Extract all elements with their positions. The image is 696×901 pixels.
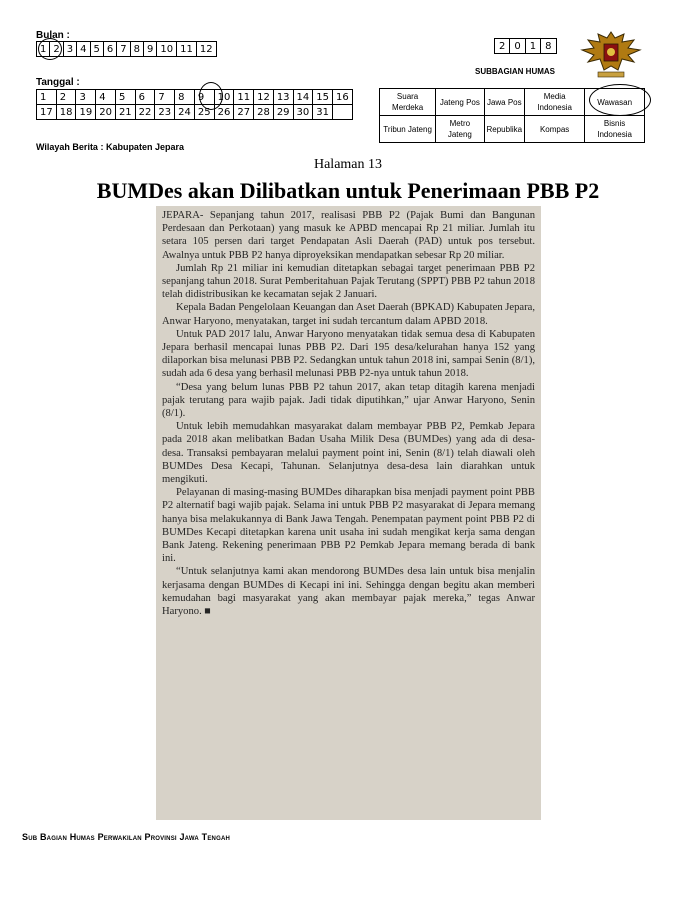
media-selected-circle	[589, 84, 651, 116]
tanggal-cell: 10	[214, 90, 234, 105]
tanggal-cell: 27	[234, 105, 254, 120]
tanggal-cell: 28	[254, 105, 274, 120]
bulan-cell: 5	[90, 42, 103, 57]
article-title: BUMDes akan Dilibatkan untuk Penerimaan PBB P2	[96, 178, 600, 203]
tanggal-label: Tanggal :	[36, 77, 80, 88]
year-digit: 1	[525, 39, 540, 54]
year-digit: 2	[495, 39, 510, 54]
tanggal-cell: 18	[56, 105, 76, 120]
bulan-cell: 8	[130, 42, 143, 57]
unit-label: SUBBAGIAN HUMAS	[475, 67, 555, 76]
tanggal-cell: 21	[115, 105, 135, 120]
tanggal-cell: 15	[313, 90, 333, 105]
bulan-cell: 2	[50, 42, 63, 57]
media-cell: Media Indonesia	[525, 89, 585, 116]
article-paragraph: Jumlah Rp 21 miliar ini kemudian ditetapkan sebagai target penerimaan PBB P2 sepanjang tahun 2018. Surat Pemberitahuan Pajak Terutang (SPPT) PBB P2 tahun 2018 telah didistribusikan ke kecamatan sejak 2 Januari.	[162, 262, 535, 301]
tanggal-cell: 6	[135, 90, 155, 105]
tanggal-cell: 2	[56, 90, 76, 105]
tanggal-cell: 5	[115, 90, 135, 105]
article-paragraph: Untuk lebih memudahkan masyarakat dalam membayar PBB P2, Pemkab Jepara pada 2018 akan melibatkan Badan Usaha Milik Desa (BUMDes) yang ada di desa-desa. Transaksi pembayaran melalui payment point ini, Senin (8/1) telah diawali oleh BUMDes Desa Kecapi, Tahunan. Selanjutnya desa-desa lain diarahkan untuk mengikuti.	[162, 421, 535, 486]
year-digit: 8	[541, 39, 556, 54]
tanggal-cell: 1	[37, 90, 57, 105]
tanggal-cell: 17	[37, 105, 57, 120]
garuda-emblem-icon	[578, 28, 644, 80]
tanggal-cell: 14	[293, 90, 313, 105]
tanggal-cell: 30	[293, 105, 313, 120]
page-number: Halaman 13	[313, 157, 383, 172]
article-paragraph: “Desa yang belum lunas PBB P2 tahun 2017, akan tetap ditagih karena menjadi pajak terutang para wajib pajak. Jadi tidak diputihkan,” ujar Anwar Haryono, Senin (8/1).	[162, 381, 535, 420]
bulan-cell: 12	[196, 42, 216, 57]
tanggal-selected-circle	[199, 82, 223, 110]
wilayah-berita: Wilayah Berita : Kabupaten Jepara	[36, 142, 184, 152]
year-digit: 0	[510, 39, 525, 54]
article-paragraph: Pelayanan di masing-masing BUMDes diharapkan bisa menjadi payment point PBB P2 alternatif bagi wajib pajak. Selama ini untuk PBB P2 masyarakat di Jepara memang hanya bisa melakukannya di Bank Jawa Tengah. Penempatan payment point PBB P2 di BUMDes Kecapi ditetapkan karena unit usaha ini sudah mengikat kerja sama dengan Bank Jateng. Rekening penerimaan PBB P2 Pemkab Jepara memang berada di bank ini.	[162, 487, 535, 565]
bulan-cell: 4	[77, 42, 90, 57]
tanggal-cell: 12	[254, 90, 274, 105]
bulan-selected-circle	[38, 38, 62, 60]
media-cell: Bisnis Indonesia	[585, 116, 645, 143]
article-paragraph: Kepala Badan Pengelolaan Keuangan dan Aset Daerah (BPKAD) Kabupaten Jepara, Anwar Haryono, menyatakan, target ini sudah tercantum dalam APBD 2018.	[162, 302, 535, 327]
article-clipping	[156, 206, 541, 820]
media-cell: Jawa Pos	[484, 89, 525, 116]
bulan-cell: 9	[144, 42, 157, 57]
tanggal-cell: 9	[194, 90, 214, 105]
tanggal-cell: 20	[96, 105, 116, 120]
media-cell: Jateng Pos	[436, 89, 484, 116]
bulan-cell: 1	[37, 42, 50, 57]
tanggal-cell	[333, 105, 353, 120]
tanggal-cell: 7	[155, 90, 175, 105]
tanggal-cell: 3	[76, 90, 96, 105]
tanggal-cell: 19	[76, 105, 96, 120]
media-cell: Republika	[484, 116, 525, 143]
bulan-table	[36, 41, 217, 57]
tanggal-cell: 22	[135, 105, 155, 120]
tanggal-cell: 24	[175, 105, 195, 120]
bulan-cell: 11	[177, 42, 197, 57]
tanggal-cell: 25	[194, 105, 214, 120]
bulan-cell: 3	[63, 42, 76, 57]
media-cell: Tribun Jateng	[380, 116, 436, 143]
tanggal-table	[36, 89, 353, 120]
tanggal-cell: 29	[273, 105, 293, 120]
media-cell: Wawasan	[585, 89, 645, 116]
bulan-cell: 7	[117, 42, 130, 57]
tanggal-cell: 31	[313, 105, 333, 120]
media-cell: Suara Merdeka	[380, 89, 436, 116]
footer-unit: Sub Bagian Humas Perwakilan Provinsi Jawa Tengah	[22, 832, 231, 842]
article-paragraph: “Untuk selanjutnya kami akan mendorong BUMDes desa lain untuk bisa menjalin kerjasama dengan BUMDes di Kecapi ini ini. Sehingga dengan begitu akan memberi kemudahan bagi masyarakat yang akan membayar pajak mereka,” tegas Anwar Haryono. ■	[162, 566, 535, 618]
bulan-cell: 6	[103, 42, 116, 57]
tanggal-cell: 23	[155, 105, 175, 120]
tanggal-cell: 16	[333, 90, 353, 105]
tanggal-cell: 8	[175, 90, 195, 105]
media-cell: Kompas	[525, 116, 585, 143]
bulan-label: Bulan :	[36, 30, 70, 41]
article-paragraph: JEPARA- Sepanjang tahun 2017, realisasi PBB P2 (Pajak Bumi dan Bangunan Perdesaan dan Perkotaan) yang masuk ke APBD mencapai Rp 21 miliar. Jumlah itu setara 105 persen dari target Pendapatan Asli Daerah (PAD) untuk pos tersebut. Awalnya untuk PBB P2 hanya diproyeksikan mendapatkan sebesar Rp 20 miliar.	[162, 210, 535, 261]
tanggal-cell: 13	[273, 90, 293, 105]
year-table	[494, 38, 557, 54]
tanggal-cell: 4	[96, 90, 116, 105]
tanggal-cell: 26	[214, 105, 234, 120]
article-paragraph: Untuk PAD 2017 lalu, Anwar Haryono menyatakan tidak semua desa di Kabupaten Jepara berhasil mencapai lunas PBB P2. Dari 195 desa/kelurahan hanya 152 yang dilaporkan bisa melunasi PBB P2. Sedangkan untuk tahun 2018 ini, sampai Senin (8/1), sudah ada 6 desa yang berhasil melunasi PBB P2-nya untuk tahun 2018.	[162, 328, 535, 380]
tanggal-cell: 11	[234, 90, 254, 105]
media-cell: Metro Jateng	[436, 116, 484, 143]
bulan-cell: 10	[157, 42, 177, 57]
